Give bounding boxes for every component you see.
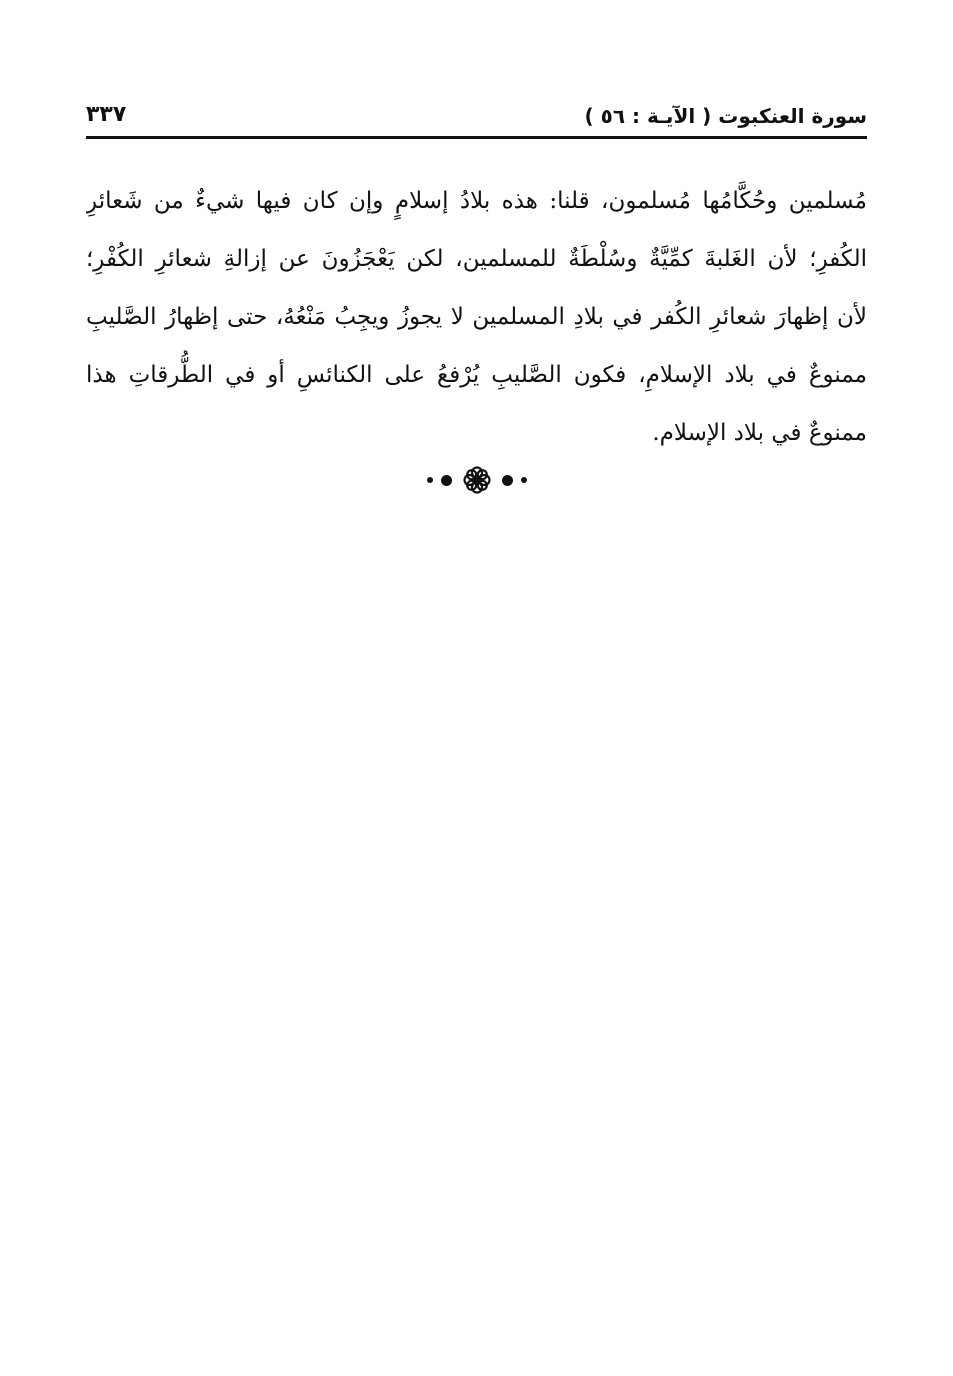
text-line-2: الكُفرِ؛ لأن الغَلبةَ كمِّيَّةٌ وسُلْطَةٌ للمسلمين، لكن يَعْجَزُونَ عن إزالةِ شعائرِ الكُفْرِ؛ <box>86 246 867 272</box>
text-line-1: مُسلمين وحُكَّامُها مُسلمون، قلنا: هذه بلادُ إسلامٍ وإن كان فيها شيءٌ من شَعائرِ <box>86 188 867 214</box>
section-end-ornament <box>0 458 953 502</box>
header-divider <box>86 136 867 139</box>
ornament-dot <box>521 477 527 483</box>
rosette-icon <box>462 465 492 495</box>
text-line-3: لأن إظهارَ شعائرِ الكُفر في بلادِ المسلمين لا يجوزُ ويجِبُ مَنْعُهُ، حتى إظهارُ الصَّليبِ <box>86 304 867 330</box>
surah-verse-title: سورة العنكبوت ( الآيـة : ٥٦ ) <box>584 104 867 128</box>
page-header <box>86 98 867 134</box>
text-line-4: ممنوعٌ في بلاد الإسلامِ، فكون الصَّليبِ يُرْفعُ على الكنائسِ أو في الطُّرقاتِ هذا <box>86 362 867 388</box>
ornament-dot <box>441 475 452 486</box>
text-line-5: ممنوعٌ في بلاد الإسلام. <box>652 420 867 446</box>
ornament-dot <box>502 475 513 486</box>
body-text <box>86 172 867 462</box>
ornament-dot <box>427 477 433 483</box>
page-number: ٣٣٧ <box>86 102 127 127</box>
